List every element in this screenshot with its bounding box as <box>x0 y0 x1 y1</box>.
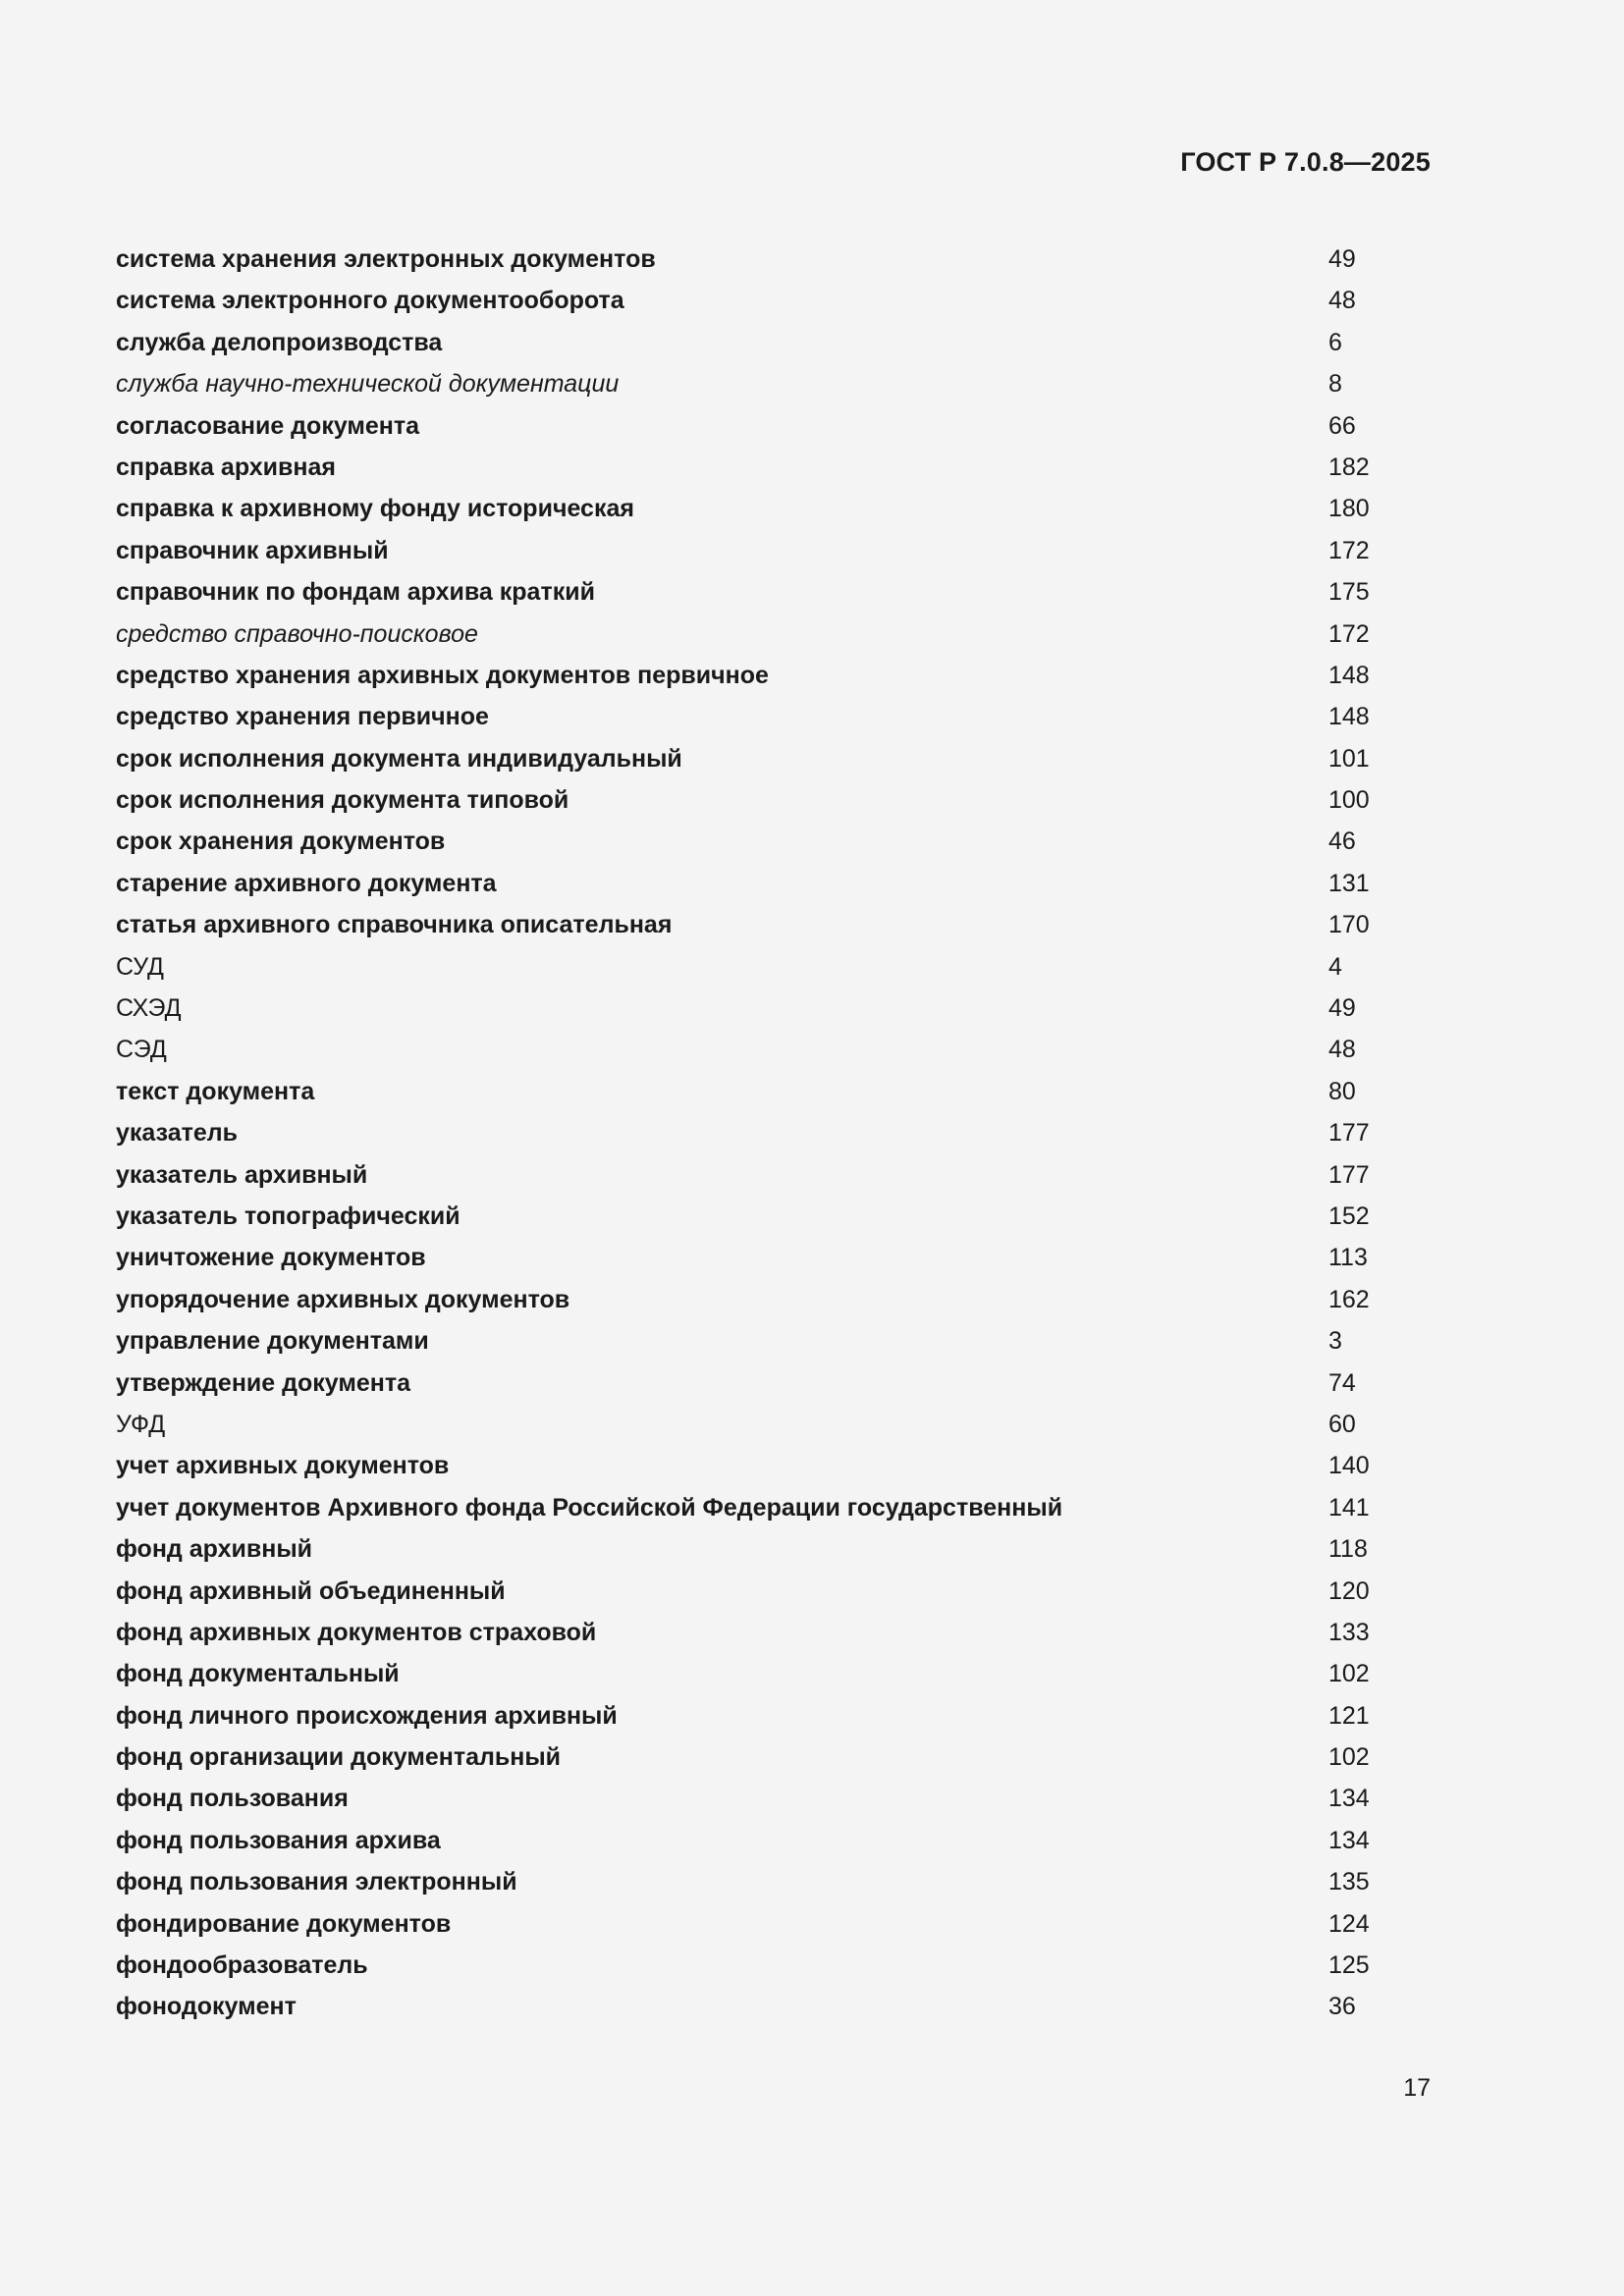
index-term: уничтожение документов <box>116 1244 426 1272</box>
index-entry <box>116 488 1392 529</box>
index-term: СЭД <box>116 1036 167 1064</box>
index-entry <box>116 696 1392 737</box>
index-entry <box>116 614 1392 655</box>
index-entry <box>116 1237 1392 1278</box>
index-term: фонодокумент <box>116 1993 297 2021</box>
index-term-number: 124 <box>1328 1909 1370 1938</box>
page-number: 17 <box>1403 2074 1431 2102</box>
index-term: учет архивных документов <box>116 1452 450 1480</box>
index-term-number: 6 <box>1328 328 1342 356</box>
index-term-number: 177 <box>1328 1160 1370 1189</box>
index-entry <box>116 530 1392 571</box>
index-entry <box>116 1404 1392 1445</box>
index-entry <box>116 1445 1392 1486</box>
index-term: средство хранения первичное <box>116 703 489 731</box>
index-term-number: 162 <box>1328 1285 1370 1313</box>
index-term: фонд документальный <box>116 1660 400 1688</box>
index-term: фонд личного происхождения архивный <box>116 1701 618 1730</box>
index-term: фонд пользования архива <box>116 1826 441 1854</box>
index-term-number: 134 <box>1328 1785 1370 1813</box>
index-term-number: 100 <box>1328 786 1370 815</box>
index-term-number: 182 <box>1328 453 1370 481</box>
index-term: УФД <box>116 1410 166 1438</box>
index-term-number: 118 <box>1328 1535 1368 1564</box>
index-entry <box>116 1112 1392 1153</box>
index-term-number: 74 <box>1328 1368 1356 1397</box>
index-entry <box>116 1778 1392 1819</box>
index-entry <box>116 1736 1392 1778</box>
index-term: система хранения электронных документов <box>116 245 656 273</box>
index-term-number: 60 <box>1328 1410 1356 1438</box>
index-entry <box>116 1612 1392 1653</box>
index-term-number: 80 <box>1328 1077 1356 1105</box>
index-entry <box>116 655 1392 696</box>
index-term-number: 134 <box>1328 1826 1370 1854</box>
index-term: срок исполнения документа типовой <box>116 786 569 815</box>
index-term: упорядочение архивных документов <box>116 1285 570 1313</box>
index-term: справочник по фондам архива краткий <box>116 578 595 607</box>
index-entry <box>116 1196 1392 1237</box>
index-term-number: 113 <box>1328 1244 1368 1272</box>
index-entry <box>116 988 1392 1029</box>
index-term-number: 141 <box>1328 1493 1370 1522</box>
index-term-number: 4 <box>1328 952 1342 981</box>
index-entry <box>116 1861 1392 1902</box>
index-entry <box>116 1362 1392 1404</box>
index-term: справочник архивный <box>116 536 389 564</box>
index-term-number: 120 <box>1328 1576 1370 1605</box>
index-entry <box>116 821 1392 862</box>
index-term: фондирование документов <box>116 1909 452 1938</box>
alphabetical-index <box>116 239 1392 2028</box>
index-term: утверждение документа <box>116 1368 411 1397</box>
index-entry <box>116 1320 1392 1362</box>
index-term: СУД <box>116 952 164 981</box>
index-term: фонд организации документальный <box>116 1743 562 1772</box>
index-term-number: 48 <box>1328 287 1356 315</box>
index-term-number: 175 <box>1328 578 1370 607</box>
index-term-number: 180 <box>1328 495 1370 523</box>
index-entry <box>116 1029 1392 1070</box>
index-term: справка архивная <box>116 453 336 481</box>
index-term-number: 121 <box>1328 1701 1370 1730</box>
index-entry <box>116 1571 1392 1612</box>
index-term: фонд архивный <box>116 1535 313 1564</box>
index-term-number: 125 <box>1328 1951 1370 1980</box>
index-entry <box>116 571 1392 613</box>
index-term: служба делопроизводства <box>116 328 443 356</box>
index-term: фонд архивных документов страховой <box>116 1618 597 1646</box>
index-entry <box>116 280 1392 321</box>
index-term: справка к архивному фонду историческая <box>116 495 634 523</box>
index-entry <box>116 738 1392 779</box>
index-term-number: 135 <box>1328 1868 1370 1896</box>
index-term: указатель <box>116 1119 239 1148</box>
index-term-number: 49 <box>1328 245 1356 273</box>
index-term: управление документами <box>116 1327 429 1356</box>
index-term-number: 133 <box>1328 1618 1370 1646</box>
index-term-number: 101 <box>1328 744 1370 773</box>
index-term-number: 148 <box>1328 661 1370 689</box>
index-term-number: 131 <box>1328 869 1370 897</box>
index-term-number: 66 <box>1328 411 1356 440</box>
index-entry <box>116 1945 1392 1986</box>
index-term: согласование документа <box>116 411 420 440</box>
index-term: СХЭД <box>116 994 182 1023</box>
index-entry <box>116 1071 1392 1112</box>
index-term-number: 102 <box>1328 1660 1370 1688</box>
index-entry <box>116 1528 1392 1570</box>
index-entry <box>116 1154 1392 1196</box>
index-entry <box>116 863 1392 904</box>
index-term-number: 8 <box>1328 370 1342 399</box>
index-term-number: 48 <box>1328 1036 1356 1064</box>
index-entry <box>116 904 1392 945</box>
index-term: фонд архивный объединенный <box>116 1576 506 1605</box>
index-term-number: 152 <box>1328 1201 1370 1230</box>
index-term: средство хранения архивных документов первичное <box>116 661 769 689</box>
document-header: ГОСТ Р 7.0.8—2025 <box>1180 147 1431 177</box>
index-entry <box>116 1903 1392 1945</box>
index-term: срок исполнения документа индивидуальный <box>116 744 682 773</box>
index-term: срок хранения документов <box>116 828 446 856</box>
index-term: старение архивного документа <box>116 869 497 897</box>
index-term-number: 46 <box>1328 828 1356 856</box>
index-entry <box>116 779 1392 821</box>
index-entry <box>116 946 1392 988</box>
index-entry <box>116 239 1392 280</box>
index-term: фонд пользования <box>116 1785 349 1813</box>
index-entry <box>116 1487 1392 1528</box>
index-entry <box>116 363 1392 404</box>
index-term-number: 36 <box>1328 1993 1356 2021</box>
index-term-number: 172 <box>1328 619 1370 648</box>
index-term-number: 49 <box>1328 994 1356 1023</box>
index-term: фонд пользования электронный <box>116 1868 517 1896</box>
index-term-number: 102 <box>1328 1743 1370 1772</box>
index-term: система электронного документооборота <box>116 287 624 315</box>
index-term: учет документов Архивного фонда Российской Федерации государственный <box>116 1493 1063 1522</box>
index-entry <box>116 1695 1392 1736</box>
index-entry <box>116 322 1392 363</box>
index-term-number: 170 <box>1328 911 1370 939</box>
index-term: служба научно-технической документации <box>116 370 620 399</box>
index-term-number: 3 <box>1328 1327 1342 1356</box>
index-term-number: 177 <box>1328 1119 1370 1148</box>
index-entry <box>116 1820 1392 1861</box>
index-term: указатель топографический <box>116 1201 460 1230</box>
index-term: указатель архивный <box>116 1160 368 1189</box>
index-term: текст документа <box>116 1077 315 1105</box>
index-entry <box>116 1279 1392 1320</box>
index-term: статья архивного справочника описательная <box>116 911 673 939</box>
index-term: средство справочно-поисковое <box>116 619 478 648</box>
index-term-number: 140 <box>1328 1452 1370 1480</box>
index-term: фондообразователь <box>116 1951 368 1980</box>
index-entry <box>116 1653 1392 1694</box>
index-entry <box>116 447 1392 488</box>
index-entry <box>116 1986 1392 2027</box>
index-entry <box>116 405 1392 447</box>
index-term-number: 172 <box>1328 536 1370 564</box>
index-term-number: 148 <box>1328 703 1370 731</box>
